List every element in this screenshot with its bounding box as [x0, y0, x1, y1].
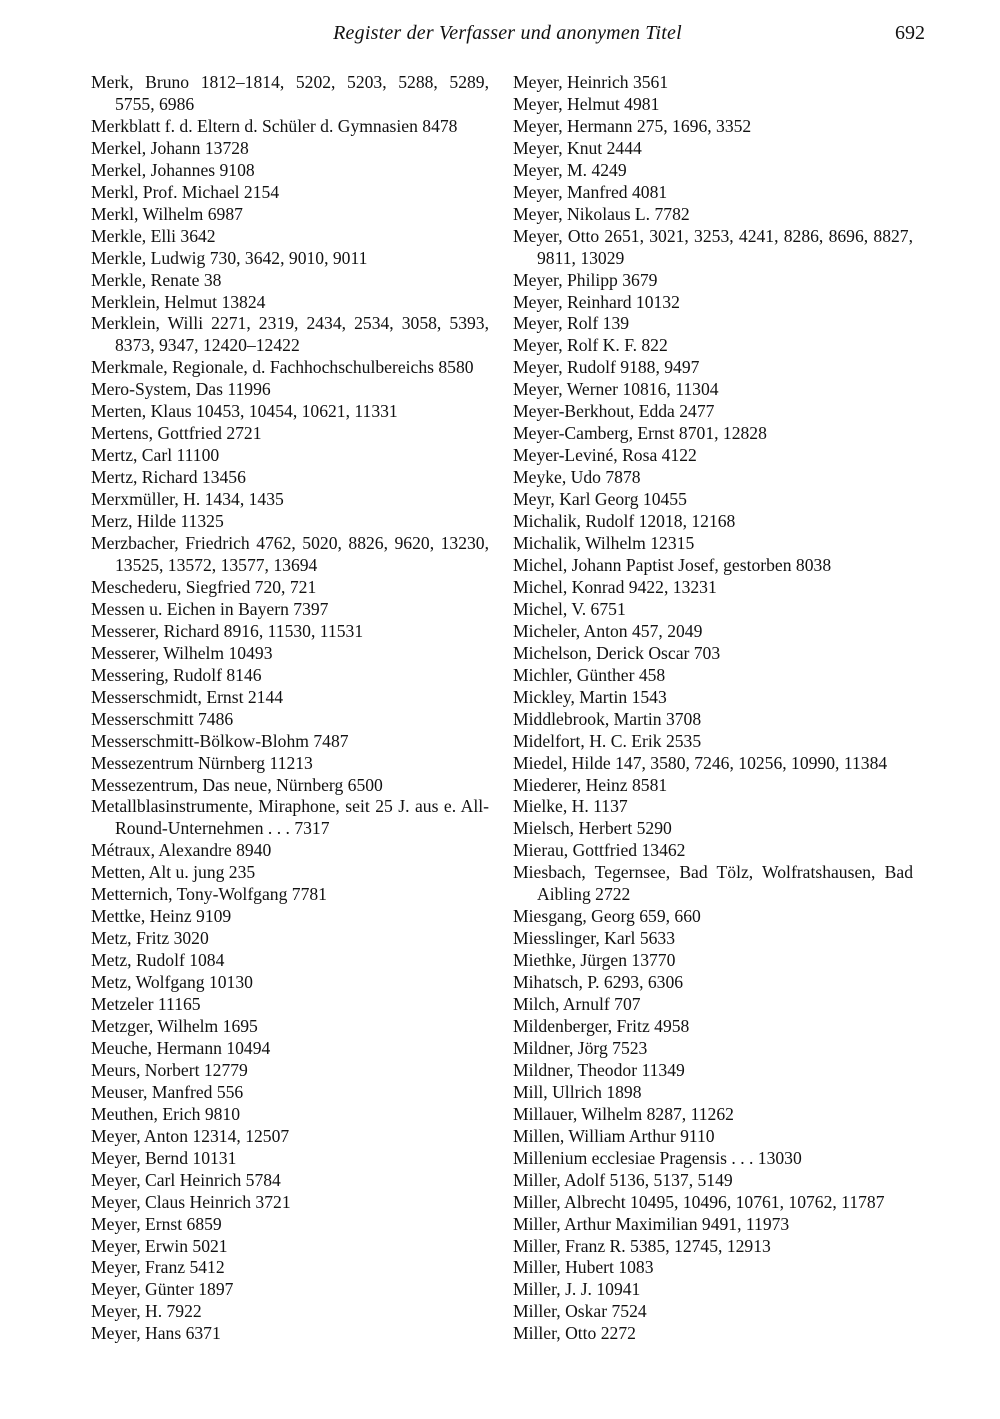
index-entry: Mertz, Carl 11100	[91, 445, 220, 466]
index-entry: Miller, Hubert 1083	[513, 1257, 654, 1278]
index-entry: Merkle, Ludwig 730, 3642, 9010, 9011	[91, 247, 368, 268]
index-entry: Merten, Klaus 10453, 10454, 10621, 11331	[91, 401, 398, 422]
index-entry: Messerer, Richard 8916, 11530, 11531	[91, 620, 364, 641]
index-entry: Michel, Johann Paptist Josef, gestorben 8038	[513, 554, 832, 575]
index-entry: Metz, Fritz 3020	[91, 928, 209, 949]
index-entry: Meyer, Manfred 4081	[513, 181, 668, 202]
index-entry: Miederer, Heinz 8581	[513, 774, 668, 795]
index-entry: Mildenberger, Fritz 4958	[513, 1015, 690, 1036]
index-entry: Michler, Günther 458	[513, 664, 666, 685]
index-entry: Millenium ecclesiae Pragensis . . . 13030	[513, 1147, 802, 1168]
index-entry: Mertens, Gottfried 2721	[91, 423, 262, 444]
index-entry: Meyer, Franz 5412	[91, 1257, 225, 1278]
index-entry: Merzbacher, Friedrich 4762, 5020, 8826, 9620, 13230, 13525, 13572, 13577, 13694	[91, 533, 489, 575]
page-number: 692	[895, 22, 925, 44]
index-entry: Meyer-Berkhout, Edda 2477	[513, 401, 715, 422]
index-entry: Meyer, Werner 10816, 11304	[513, 379, 719, 400]
index-entry: Meyer, Bernd 10131	[91, 1147, 237, 1168]
index-entry: Miesslinger, Karl 5633	[513, 928, 676, 949]
page-header	[90, 22, 925, 52]
index-entry: Meyke, Udo 7878	[513, 467, 641, 488]
index-entry: Millen, William Arthur 9110	[513, 1125, 715, 1146]
index-entry: Mielsch, Herbert 5290	[513, 818, 672, 839]
index-entry: Metallblasinstrumente, Miraphone, seit 25 J. aus e. All-Round-Unternehmen . . . 7317	[91, 796, 489, 839]
index-entry: Meyer, Rolf K. F. 822	[513, 335, 668, 356]
index-entry: Merk, Bruno 1812–1814, 5202, 5203, 5288, 5289, 5755, 6986	[91, 72, 489, 114]
index-column-right	[513, 72, 913, 1345]
index-entry: Miller, Oskar 7524	[513, 1301, 647, 1322]
index-entry: Miesgang, Georg 659, 660	[513, 906, 701, 927]
index-entry: Merz, Hilde 11325	[91, 511, 224, 532]
index-entry: Mihatsch, P. 6293, 6306	[513, 972, 684, 993]
index-entry: Meyer, Nikolaus L. 7782	[513, 203, 690, 224]
index-entry: Metz, Rudolf 1084	[91, 950, 225, 971]
index-entry: Merklein, Willi 2271, 2319, 2434, 2534, 3058, 5393, 8373, 9347, 12420–12422	[91, 313, 489, 356]
index-entry: Meschederu, Siegfried 720, 721	[91, 576, 317, 597]
index-entry: Meyer, Knut 2444	[513, 137, 642, 158]
index-entry: Meyer, Erwin 5021	[91, 1235, 228, 1256]
index-entry: Mielke, H. 1137	[513, 796, 628, 817]
index-entry: Michalik, Wilhelm 12315	[513, 533, 695, 554]
index-entry: Merxmüller, H. 1434, 1435	[91, 489, 284, 510]
index-entry: Mildner, Theodor 11349	[513, 1059, 685, 1080]
running-title: Register der Verfasser und anonymen Titel	[333, 22, 682, 44]
index-entry: Meyer, Carl Heinrich 5784	[91, 1169, 281, 1190]
index-entry: Mero-System, Das 11996	[91, 379, 271, 400]
index-entry: Meyer, Ernst 6859	[91, 1213, 222, 1234]
index-entry: Micheler, Anton 457, 2049	[513, 620, 703, 641]
index-entry: Mertz, Richard 13456	[91, 467, 246, 488]
index-entry: Merkblatt f. d. Eltern d. Schüler d. Gymnasien 8478	[91, 115, 458, 136]
index-entry: Michelson, Derick Oscar 703	[513, 642, 721, 663]
index-entry: Merkmale, Regionale, d. Fachhochschulbereichs 8580	[91, 357, 474, 378]
index-entry: Merkle, Renate 38	[91, 269, 222, 290]
index-column-left	[91, 72, 489, 1345]
index-entry: Meyer, Hans 6371	[91, 1323, 221, 1344]
index-entry: Meuser, Manfred 556	[91, 1081, 244, 1102]
index-entry: Miller, J. J. 10941	[513, 1279, 641, 1300]
index-entry: Meyer, Otto 2651, 3021, 3253, 4241, 8286, 8696, 8827, 9811, 13029	[513, 225, 913, 268]
index-entry: Meyer, Reinhard 10132	[513, 291, 680, 312]
index-entry: Merkl, Prof. Michael 2154	[91, 181, 280, 202]
index-entry: Michalik, Rudolf 12018, 12168	[513, 511, 736, 532]
index-entry: Messerschmidt, Ernst 2144	[91, 686, 284, 707]
index-entry: Meyer, Helmut 4981	[513, 93, 660, 114]
index-entry: Metzger, Wilhelm 1695	[91, 1015, 258, 1036]
index-entry: Merkel, Johann 13728	[91, 137, 249, 158]
index-entry: Meyer, Philipp 3679	[513, 269, 658, 290]
index-entry: Meyer, Claus Heinrich 3721	[91, 1191, 291, 1212]
index-entry: Metz, Wolfgang 10130	[91, 972, 253, 993]
index-entry: Metzeler 11165	[91, 994, 201, 1015]
index-entry: Messen u. Eichen in Bayern 7397	[91, 598, 329, 619]
index-entry: Merkle, Elli 3642	[91, 225, 216, 246]
index-entry: Metternich, Tony-Wolfgang 7781	[91, 884, 327, 905]
index-entry: Miedel, Hilde 147, 3580, 7246, 10256, 10990, 11384	[513, 752, 888, 773]
index-entry: Miller, Albrecht 10495, 10496, 10761, 10762, 11787	[513, 1191, 885, 1212]
index-entry: Mildner, Jörg 7523	[513, 1037, 648, 1058]
index-entry: Midelfort, H. C. Erik 2535	[513, 730, 702, 751]
index-entry: Meyr, Karl Georg 10455	[513, 489, 687, 510]
index-entry: Milch, Arnulf 707	[513, 994, 641, 1015]
index-entry: Merkl, Wilhelm 6987	[91, 203, 243, 224]
index-entry: Messering, Rudolf 8146	[91, 664, 262, 685]
index-entry: Meyer-Leviné, Rosa 4122	[513, 445, 697, 466]
index-entry: Michel, Konrad 9422, 13231	[513, 576, 717, 597]
index-entry: Meyer, Rolf 139	[513, 313, 630, 334]
index-entry: Miesbach, Tegernsee, Bad Tölz, Wolfratshausen, Bad Aibling 2722	[513, 862, 913, 905]
index-entry: Meyer, M. 4249	[513, 159, 627, 180]
index-entry: Mickley, Martin 1543	[513, 686, 667, 707]
index-entry: Miethke, Jürgen 13770	[513, 950, 676, 971]
index-entry: Miller, Otto 2272	[513, 1323, 636, 1344]
index-entry: Meyer, Rudolf 9188, 9497	[513, 357, 700, 378]
index-entry: Metten, Alt u. jung 235	[91, 862, 256, 883]
index-entry: Meyer-Camberg, Ernst 8701, 12828	[513, 423, 767, 444]
index-entry: Merklein, Helmut 13824	[91, 291, 266, 312]
index-entry: Mierau, Gottfried 13462	[513, 840, 686, 861]
index-entry: Miller, Franz R. 5385, 12745, 12913	[513, 1235, 771, 1256]
index-entry: Meurs, Norbert 12779	[91, 1059, 248, 1080]
index-entry: Mettke, Heinz 9109	[91, 906, 232, 927]
index-entry: Merkel, Johannes 9108	[91, 159, 255, 180]
index-entry: Meyer, H. 7922	[91, 1301, 202, 1322]
index-entry: Miller, Arthur Maximilian 9491, 11973	[513, 1213, 790, 1234]
index-entry: Messerer, Wilhelm 10493	[91, 642, 273, 663]
index-entry: Mill, Ullrich 1898	[513, 1081, 642, 1102]
index-entry: Miller, Adolf 5136, 5137, 5149	[513, 1169, 733, 1190]
index-entry: Meyer, Günter 1897	[91, 1279, 234, 1300]
index-entry: Meuche, Hermann 10494	[91, 1037, 271, 1058]
index-entry: Messezentrum, Das neue, Nürnberg 6500	[91, 774, 383, 795]
index-entry: Métraux, Alexandre 8940	[91, 840, 272, 861]
index-entry: Meyer, Anton 12314, 12507	[91, 1125, 290, 1146]
index-entry: Messerschmitt 7486	[91, 708, 234, 729]
index-entry: Meuthen, Erich 9810	[91, 1103, 241, 1124]
index-entry: Messerschmitt-Bölkow-Blohm 7487	[91, 730, 349, 751]
index-entry: Millauer, Wilhelm 8287, 11262	[513, 1103, 734, 1124]
index-entry: Messezentrum Nürnberg 11213	[91, 752, 313, 773]
index-entry: Meyer, Hermann 275, 1696, 3352	[513, 115, 752, 136]
index-entry: Middlebrook, Martin 3708	[513, 708, 702, 729]
index-entry: Meyer, Heinrich 3561	[513, 72, 669, 92]
index-entry: Michel, V. 6751	[513, 598, 626, 619]
